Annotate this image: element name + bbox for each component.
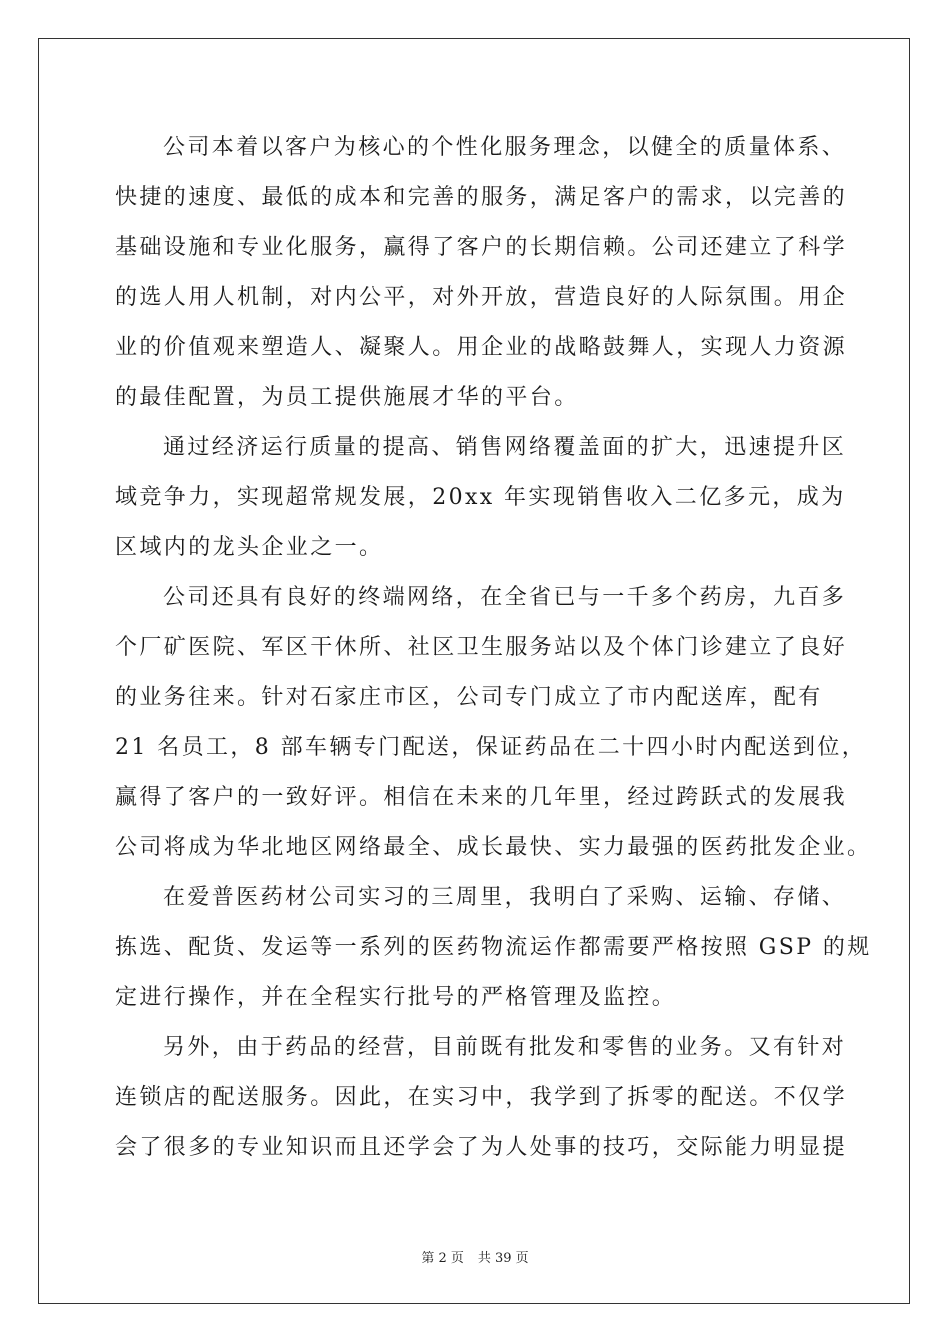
- page-border: [38, 38, 910, 1304]
- paragraph-5-line-1: 另外，由于药品的经营，目前既有批发和零售的业务。又有针对: [163, 1035, 847, 1060]
- paragraph-3-line-6: 公司将成为华北地区网络最全、成长最快、实力最强的医药批发企业。: [115, 835, 872, 860]
- paragraph-4-line-3: 定进行操作，并在全程实行批号的严格管理及监控。: [115, 985, 677, 1010]
- paragraph-2-line-1: 通过经济运行质量的提高、销售网络覆盖面的扩大，迅速提升区: [163, 435, 847, 460]
- paragraph-1-line-1: 公司本着以客户为核心的个性化服务理念，以健全的质量体系、: [163, 135, 847, 160]
- paragraph-3-line-2: 个厂矿医院、军区干休所、社区卫生服务站以及个体门诊建立了良好: [115, 635, 848, 660]
- paragraph-5-line-3: 会了很多的专业知识而且还学会了为人处事的技巧，交际能力明显提: [115, 1135, 848, 1160]
- paragraph-1-line-3: 基础设施和专业化服务，赢得了客户的长期信赖。公司还建立了科学: [115, 235, 848, 260]
- paragraph-1-line-6: 的最佳配置，为员工提供施展才华的平台。: [115, 385, 579, 410]
- paragraph-5-line-2: 连锁店的配送服务。因此，在实习中，我学到了拆零的配送。不仅学: [115, 1085, 848, 1110]
- paragraph-1-line-2: 快捷的速度、最低的成本和完善的服务，满足客户的需求，以完善的: [115, 185, 848, 210]
- paragraph-1-line-4: 的选人用人机制，对内公平，对外开放，营造良好的人际氛围。用企: [115, 285, 848, 310]
- paragraph-2-line-3: 区域内的龙头企业之一。: [115, 535, 384, 560]
- paragraph-1-line-5: 业的价值观来塑造人、凝聚人。用企业的战略鼓舞人，实现人力资源: [115, 335, 848, 360]
- page-total: 共 39 页: [477, 1251, 529, 1266]
- paragraph-3-line-5: 赢得了客户的一致好评。相信在未来的几年里，经过跨跃式的发展我: [115, 785, 848, 810]
- page-number: 第 2 页: [421, 1251, 464, 1266]
- page-footer: [0, 1247, 950, 1266]
- paragraph-4-line-1: 在爱普医药材公司实习的三周里，我明白了采购、运输、存储、: [163, 885, 847, 910]
- paragraph-3-line-3: 的业务往来。针对石家庄市区，公司专门成立了市内配送库，配有: [115, 685, 823, 710]
- paragraph-3-line-4: 21 名员工，8 部车辆专门配送，保证药品在二十四小时内配送到位，: [115, 735, 867, 760]
- paragraph-4-line-2: 拣选、配货、发运等一系列的医药物流运作都需要严格按照 GSP 的规: [115, 935, 872, 960]
- paragraph-2-line-2: 域竞争力，实现超常规发展，20xx 年实现销售收入二亿多元，成为: [115, 485, 846, 510]
- paragraph-3-line-1: 公司还具有良好的终端网络，在全省已与一千多个药房，九百多: [163, 585, 847, 610]
